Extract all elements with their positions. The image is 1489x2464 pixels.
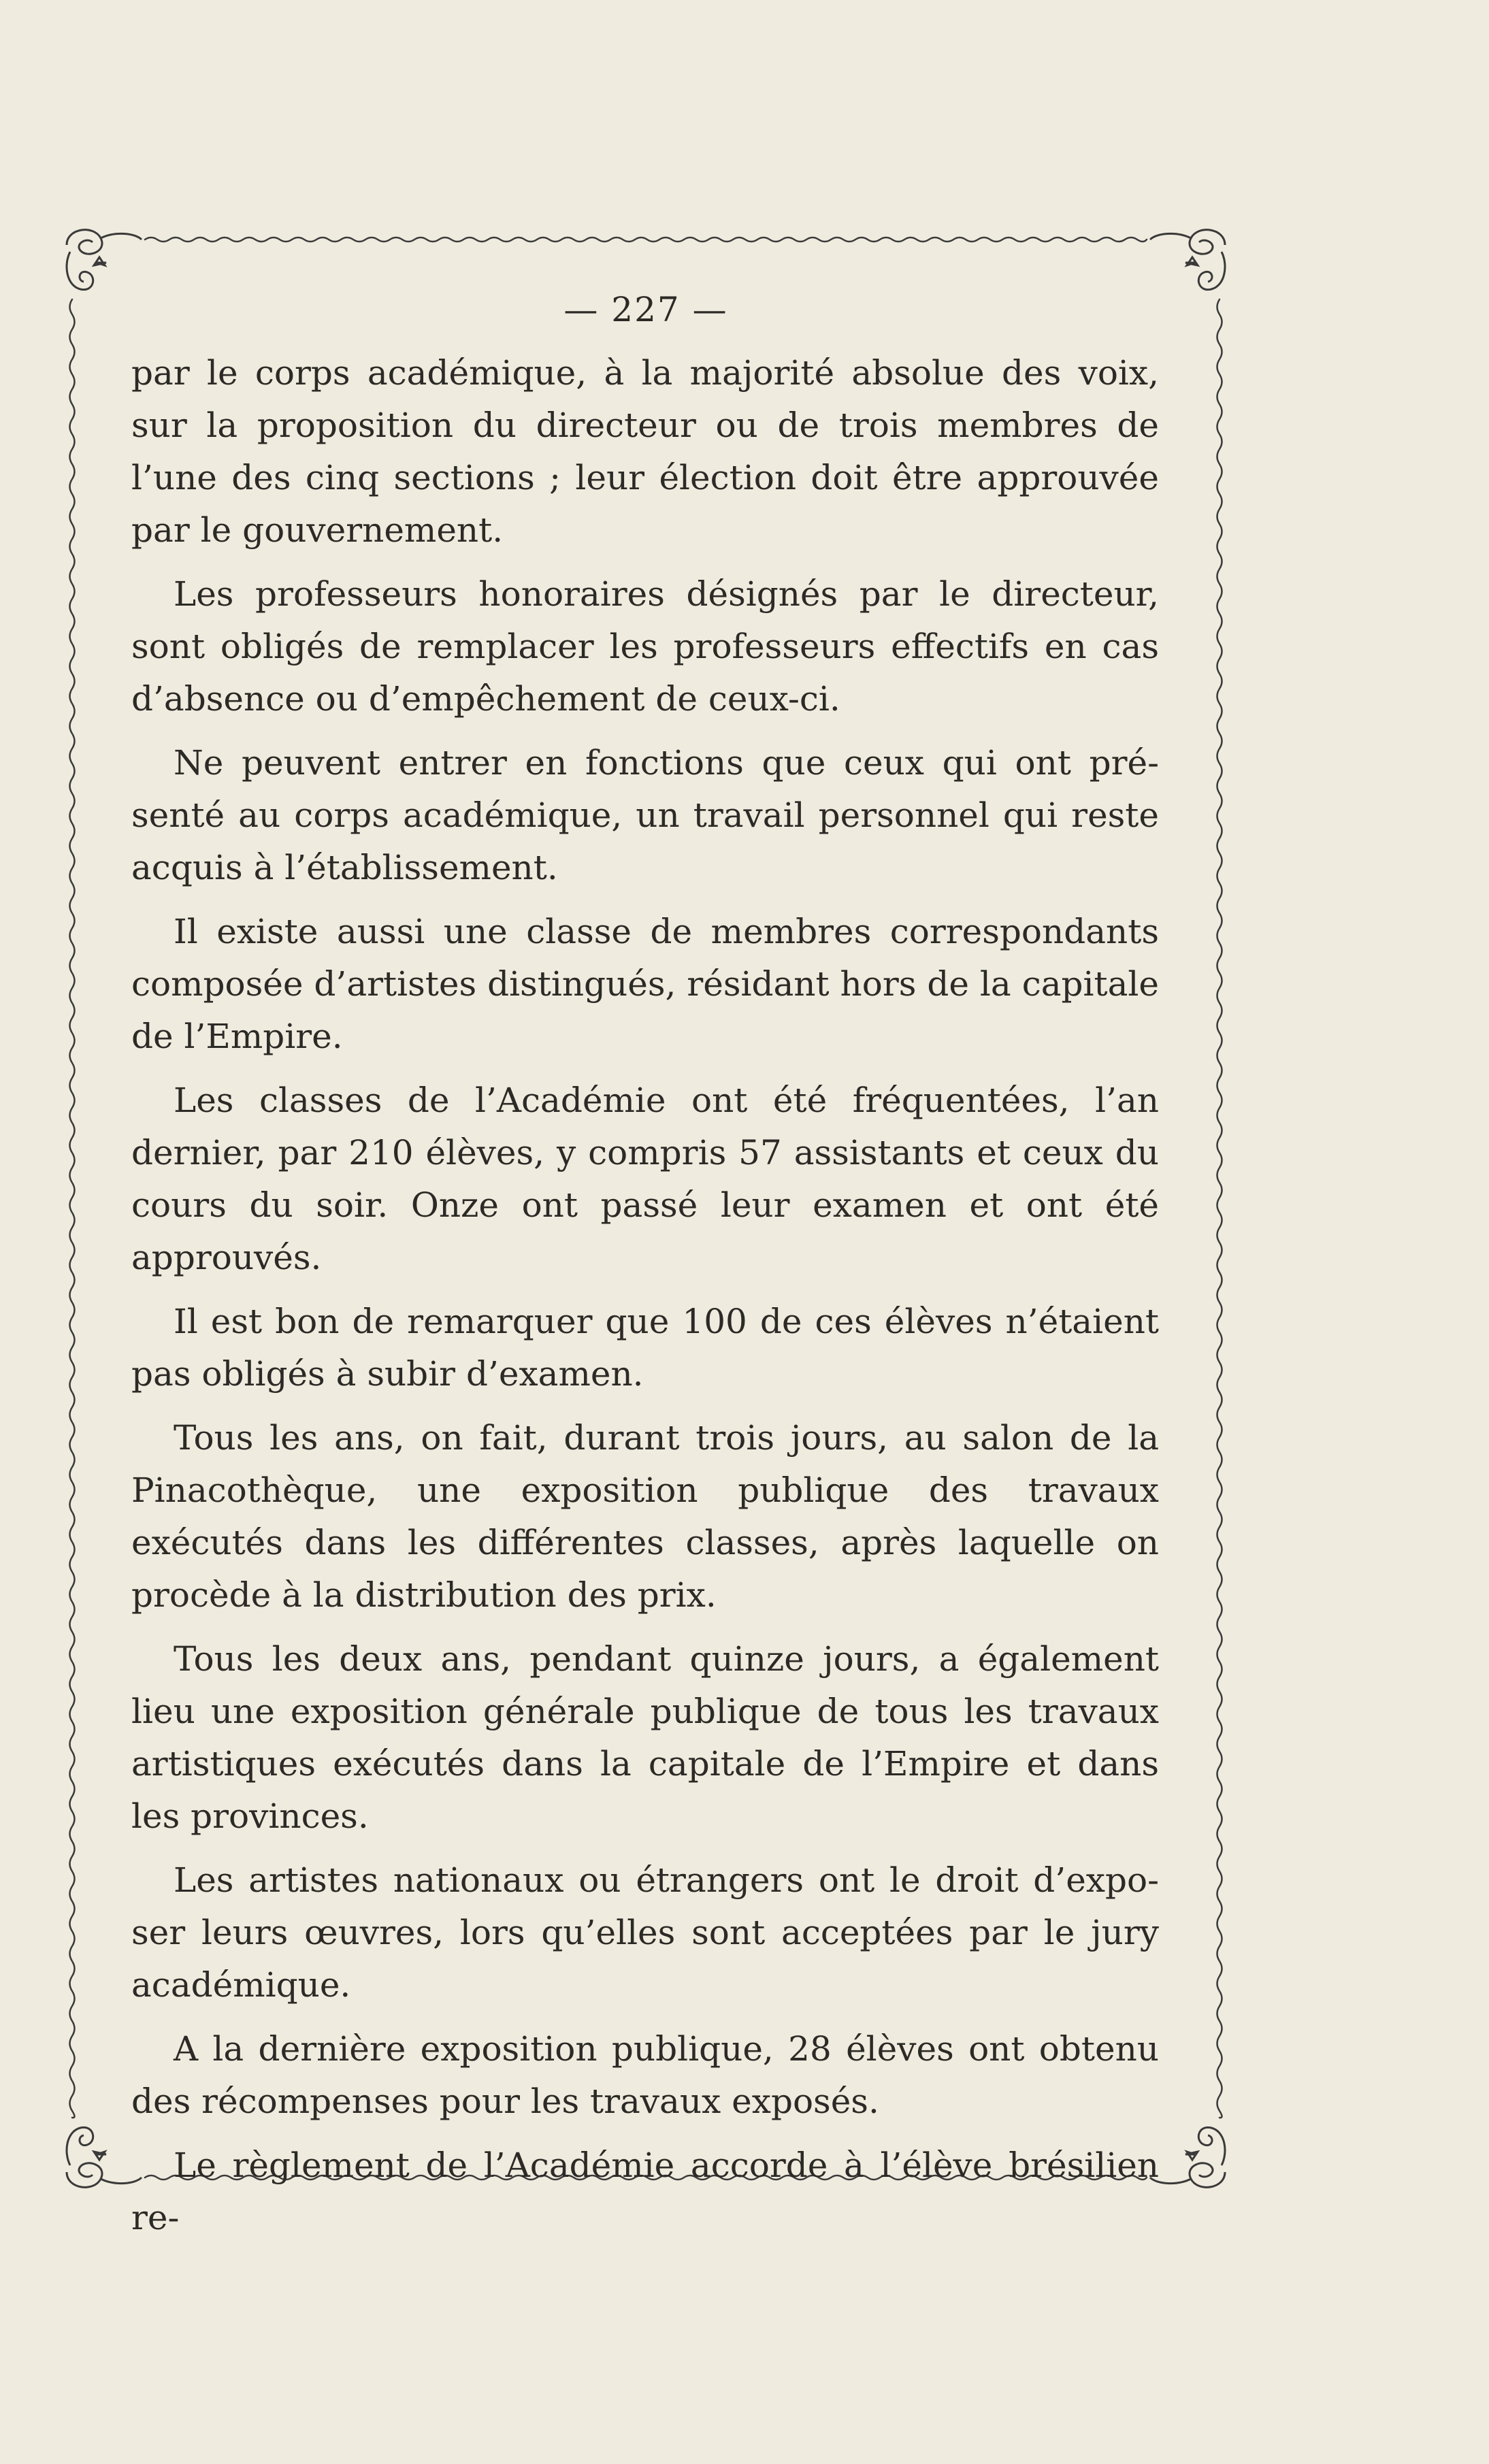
page-number: — 227 — [563,290,728,329]
scroll-ornament-icon [67,2127,142,2187]
paragraph: A la dernière exposition publique, 28 élèves ont obtenu des récompenses pour les travaux exposés. [131,2029,1159,2121]
paragraph: Le règlement de l’Académie accorde à l’élève brésilien re- [131,2146,1159,2237]
paragraph: Il est bon de remarquer que 100 de ces élèves n’étaient pas obligés à subir d’examen. [131,1302,1159,1394]
paragraph: Ne peuvent entrer en fonctions que ceux qui ont présenté au corps académique, un travail personnel qui reste acquis à l’établissement. [131,743,1159,887]
paragraph: Les classes de l’Académie ont été fréquentées, l’an dernier, par 210 élèves, y compris 57 assistants et ceux du cours du soir. Onze ont passé leur examen et ont été approuvés. [131,1081,1159,1277]
scroll-ornament-icon [1150,2127,1225,2187]
body-text [131,347,1159,2256]
scroll-ornament-icon [1150,230,1225,290]
paragraph: Tous les ans, on fait, durant trois jours, au salon de la Pinacothèque, une exposition publique des travaux exécutés dans les différentes classes, après laquelle on procède à la distribution des prix. [131,1418,1159,1615]
paragraph: Tous les deux ans, pendant quinze jours, a également lieu une exposition générale publique de tous les travaux artistiques exécutés dans la capitale de l’Empire et dans les provinces. [131,1639,1159,1836]
top-border [145,237,1147,242]
paragraph: par le corps académique, à la majorité absolue des voix, sur la proposition du directeur ou de trois membres de l’une des cinq sections ; leur élection doit être approuvée par le gouvernement. [131,353,1159,550]
paragraph: Les professeurs honoraires désignés par le directeur, sont obligés de remplacer les professeurs effectifs en cas d’absence ou d’empêchement de ceux-ci. [131,574,1159,719]
ornamental-frame [60,225,1232,2237]
paragraph: Les artistes nationaux ou étrangers ont le droit d’exposer leurs œuvres, lors qu’elles sont acceptées par le jury académique. [131,1860,1159,2005]
right-border [1217,299,1222,2118]
paragraph: Il existe aussi une classe de membres correspondants composée d’artistes distingués, résidant hors de la capitale de l’Empire. [131,912,1159,1056]
left-border [70,299,75,2118]
scroll-ornament-icon [67,230,142,290]
